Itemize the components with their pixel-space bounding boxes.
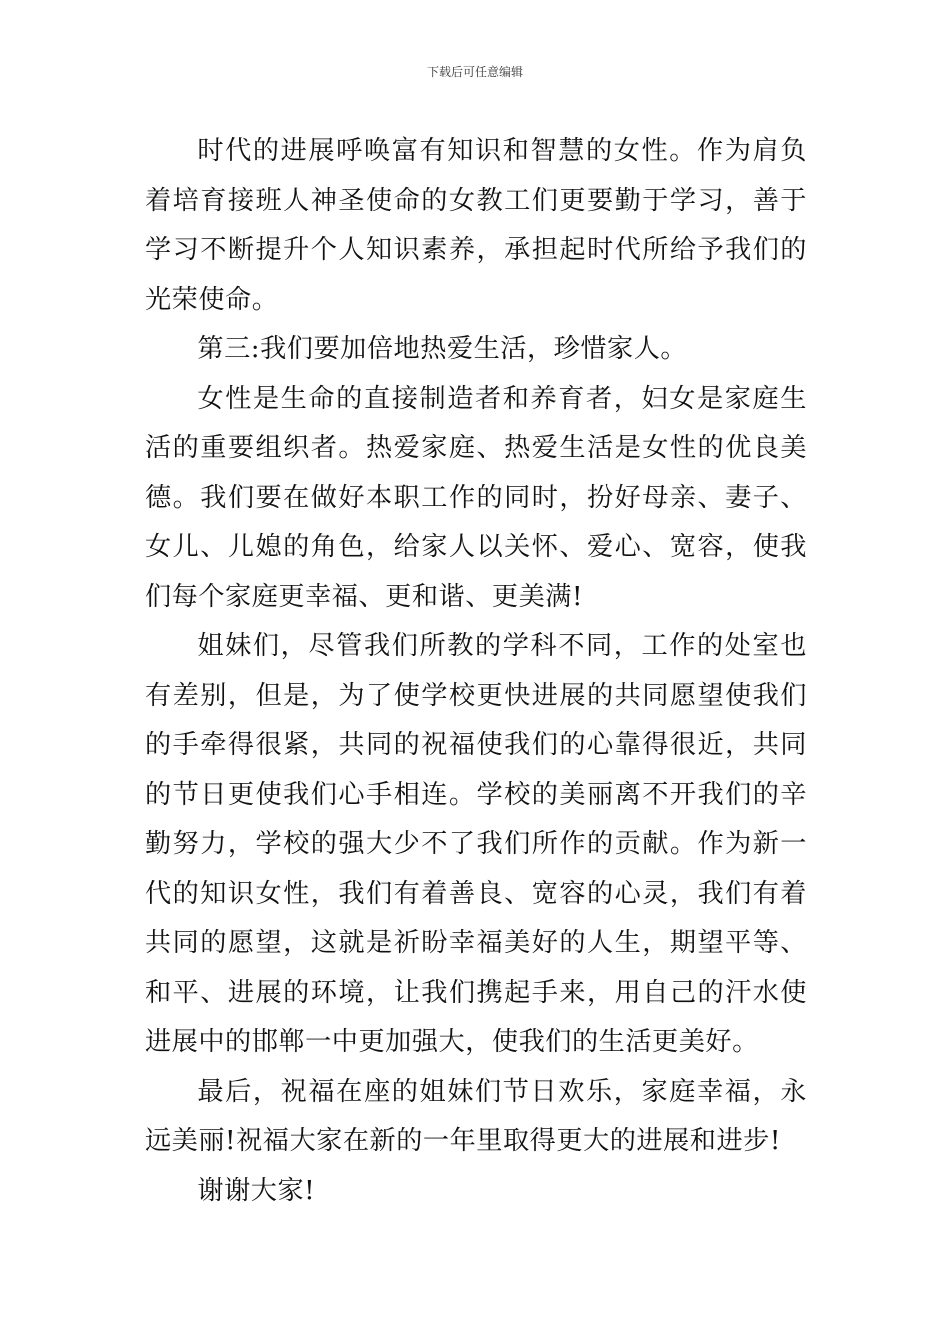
paragraph-sisters: 姐妹们，尽管我们所教的学科不同，工作的处室也有差别，但是，为了使学校更快进展的共同愿望使我们的手牵得很紧，共同的祝福使我们的心靠得很近，共同的节日更使我们心手相连。学校的美丽离不开我们的辛勤努力，学校的强大少不了我们所作的贡献。作为新一代的知识女性，我们有着善良、宽容的心灵，我们有着共同的愿望，这就是祈盼幸福美好的人生，期望平等、和平、进展的环境，让我们携起手来，用自己的汗水使进展中的邯郸一中更加强大，使我们的生活更美好。 [145, 631, 807, 1057]
paragraph-family: 女性是生命的直接制造者和养育者，妇女是家庭生活的重要组织者。热爱家庭、热爱生活是女性的优良美德。我们要在做好本职工作的同时，扮好母亲、妻子、女儿、儿媳的角色，给家人以关怀、爱心、宽容，使我们每个家庭更幸福、更和谐、更美满! [145, 383, 807, 612]
paragraph-thanks: 谢谢大家! [197, 1175, 316, 1206]
paragraph-third-point: 第三:我们要加倍地热爱生活，珍惜家人。 [197, 334, 688, 364]
paragraph-knowledge: 时代的进展呼唤富有知识和智慧的女性。作为肩负着培育接班人神圣使命的女教工们更要勤于学习，善于学习不断提升个人知识素养，承担起时代所给予我们的光荣使命。 [145, 136, 807, 315]
page-header: 下载后可任意编辑 [426, 65, 523, 79]
document-body [145, 127, 807, 1216]
paragraph-closing-wishes: 最后，祝福在座的姐妹们节日欢乐，家庭幸福，永远美丽!祝福大家在新的一年里取得更大的进展和进步! [145, 1076, 807, 1156]
